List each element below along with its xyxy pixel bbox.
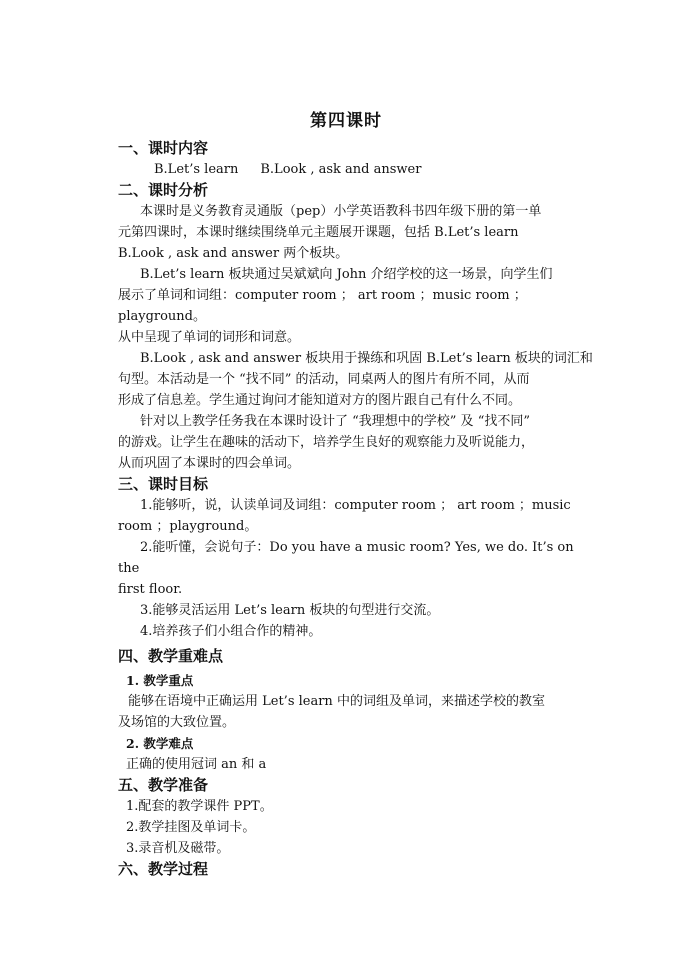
goal-2-line: first floor. [118, 582, 183, 597]
analysis-p3-line: 形成了信息差。学生通过询问才能知道对方的图片跟自己有什么不同。 [118, 393, 522, 408]
analysis-p1-line: 本课时是义务教育灵通版（pep）小学英语教科书四年级下册的第一单 [140, 204, 542, 219]
analysis-p2-line: 从中呈现了单词的词形和词意。 [118, 330, 301, 345]
section-heading-2: 二、课时分析 [118, 181, 209, 199]
subheading-key-point: 1. 教学重点 [126, 673, 194, 688]
key-point-line: 及场馆的大致位置。 [118, 715, 236, 730]
goal-2-line: the [118, 561, 140, 576]
difficulty-line: 正确的使用冠词 an 和 a [126, 757, 267, 772]
lesson-item-b: B.Look , ask and answer [260, 162, 422, 177]
analysis-p4-line: 从而巩固了本课时的四会单词。 [118, 456, 301, 471]
section-heading-3: 三、课时目标 [118, 475, 209, 493]
document-body [118, 138, 593, 880]
lesson-item-a: B.Let’s learn [154, 162, 239, 177]
analysis-p2-line: 展示了单词和词组：computer room ； art room ；music room ； [118, 288, 527, 303]
goal-2-line: 2.能听懂，会说句子：Do you have a music room? Yes, we do. It’s on [140, 540, 574, 555]
prep-item: 1.配套的教学课件 PPT。 [126, 799, 273, 814]
analysis-p4-line: 针对以上教学任务我在本课时设计了 “我理想中的学校” 及 “找不同” [140, 414, 530, 429]
page-title: 第四课时 [310, 111, 382, 131]
section-heading-5: 五、教学准备 [118, 776, 209, 794]
analysis-p1-line: 元第四课时，本课时继续围绕单元主题展开课题，包括 B.Let’s learn [118, 225, 519, 240]
analysis-p3-line: B.Look , ask and answer 板块用于操练和巩固 B.Let’s learn 板块的词汇和 [140, 351, 593, 366]
analysis-p2-line: B.Let’s learn 板块通过吴斌斌向 John 介绍学校的这一场景，向学生们 [140, 267, 553, 282]
analysis-p2-line: playground。 [118, 309, 207, 324]
prep-item: 3.录音机及磁带。 [126, 841, 230, 856]
analysis-p1-line: B.Look , ask and answer 两个板块。 [118, 246, 349, 261]
lesson-content-line [118, 159, 576, 180]
analysis-p3-line: 句型。本活动是一个 “找不同” 的活动，同桌两人的图片有所不同，从而 [118, 372, 530, 387]
goal-4-line: 4.培养孩子们小组合作的精神。 [140, 624, 322, 639]
analysis-p4-line: 的游戏。让学生在趣味的活动下，培养学生良好的观察能力及听说能力， [118, 435, 535, 450]
section-heading-1: 一、课时内容 [118, 139, 209, 157]
key-point-line: 能够在语境中正确运用 Let’s learn 中的词组及单词，来描述学校的教室 [128, 694, 545, 709]
section-heading-6: 六、教学过程 [118, 860, 209, 878]
goal-1-line: 1.能够听，说，认读单词及词组：computer room ； art room ；music [140, 498, 571, 513]
subheading-difficulty: 2. 教学难点 [126, 736, 194, 751]
goal-3-line: 3.能够灵活运用 Let’s learn 板块的句型进行交流。 [140, 603, 440, 618]
goal-1-line: room ；playground。 [118, 519, 258, 534]
section-heading-4: 四、教学重难点 [118, 647, 224, 665]
prep-item: 2.教学挂图及单词卡。 [126, 820, 256, 835]
